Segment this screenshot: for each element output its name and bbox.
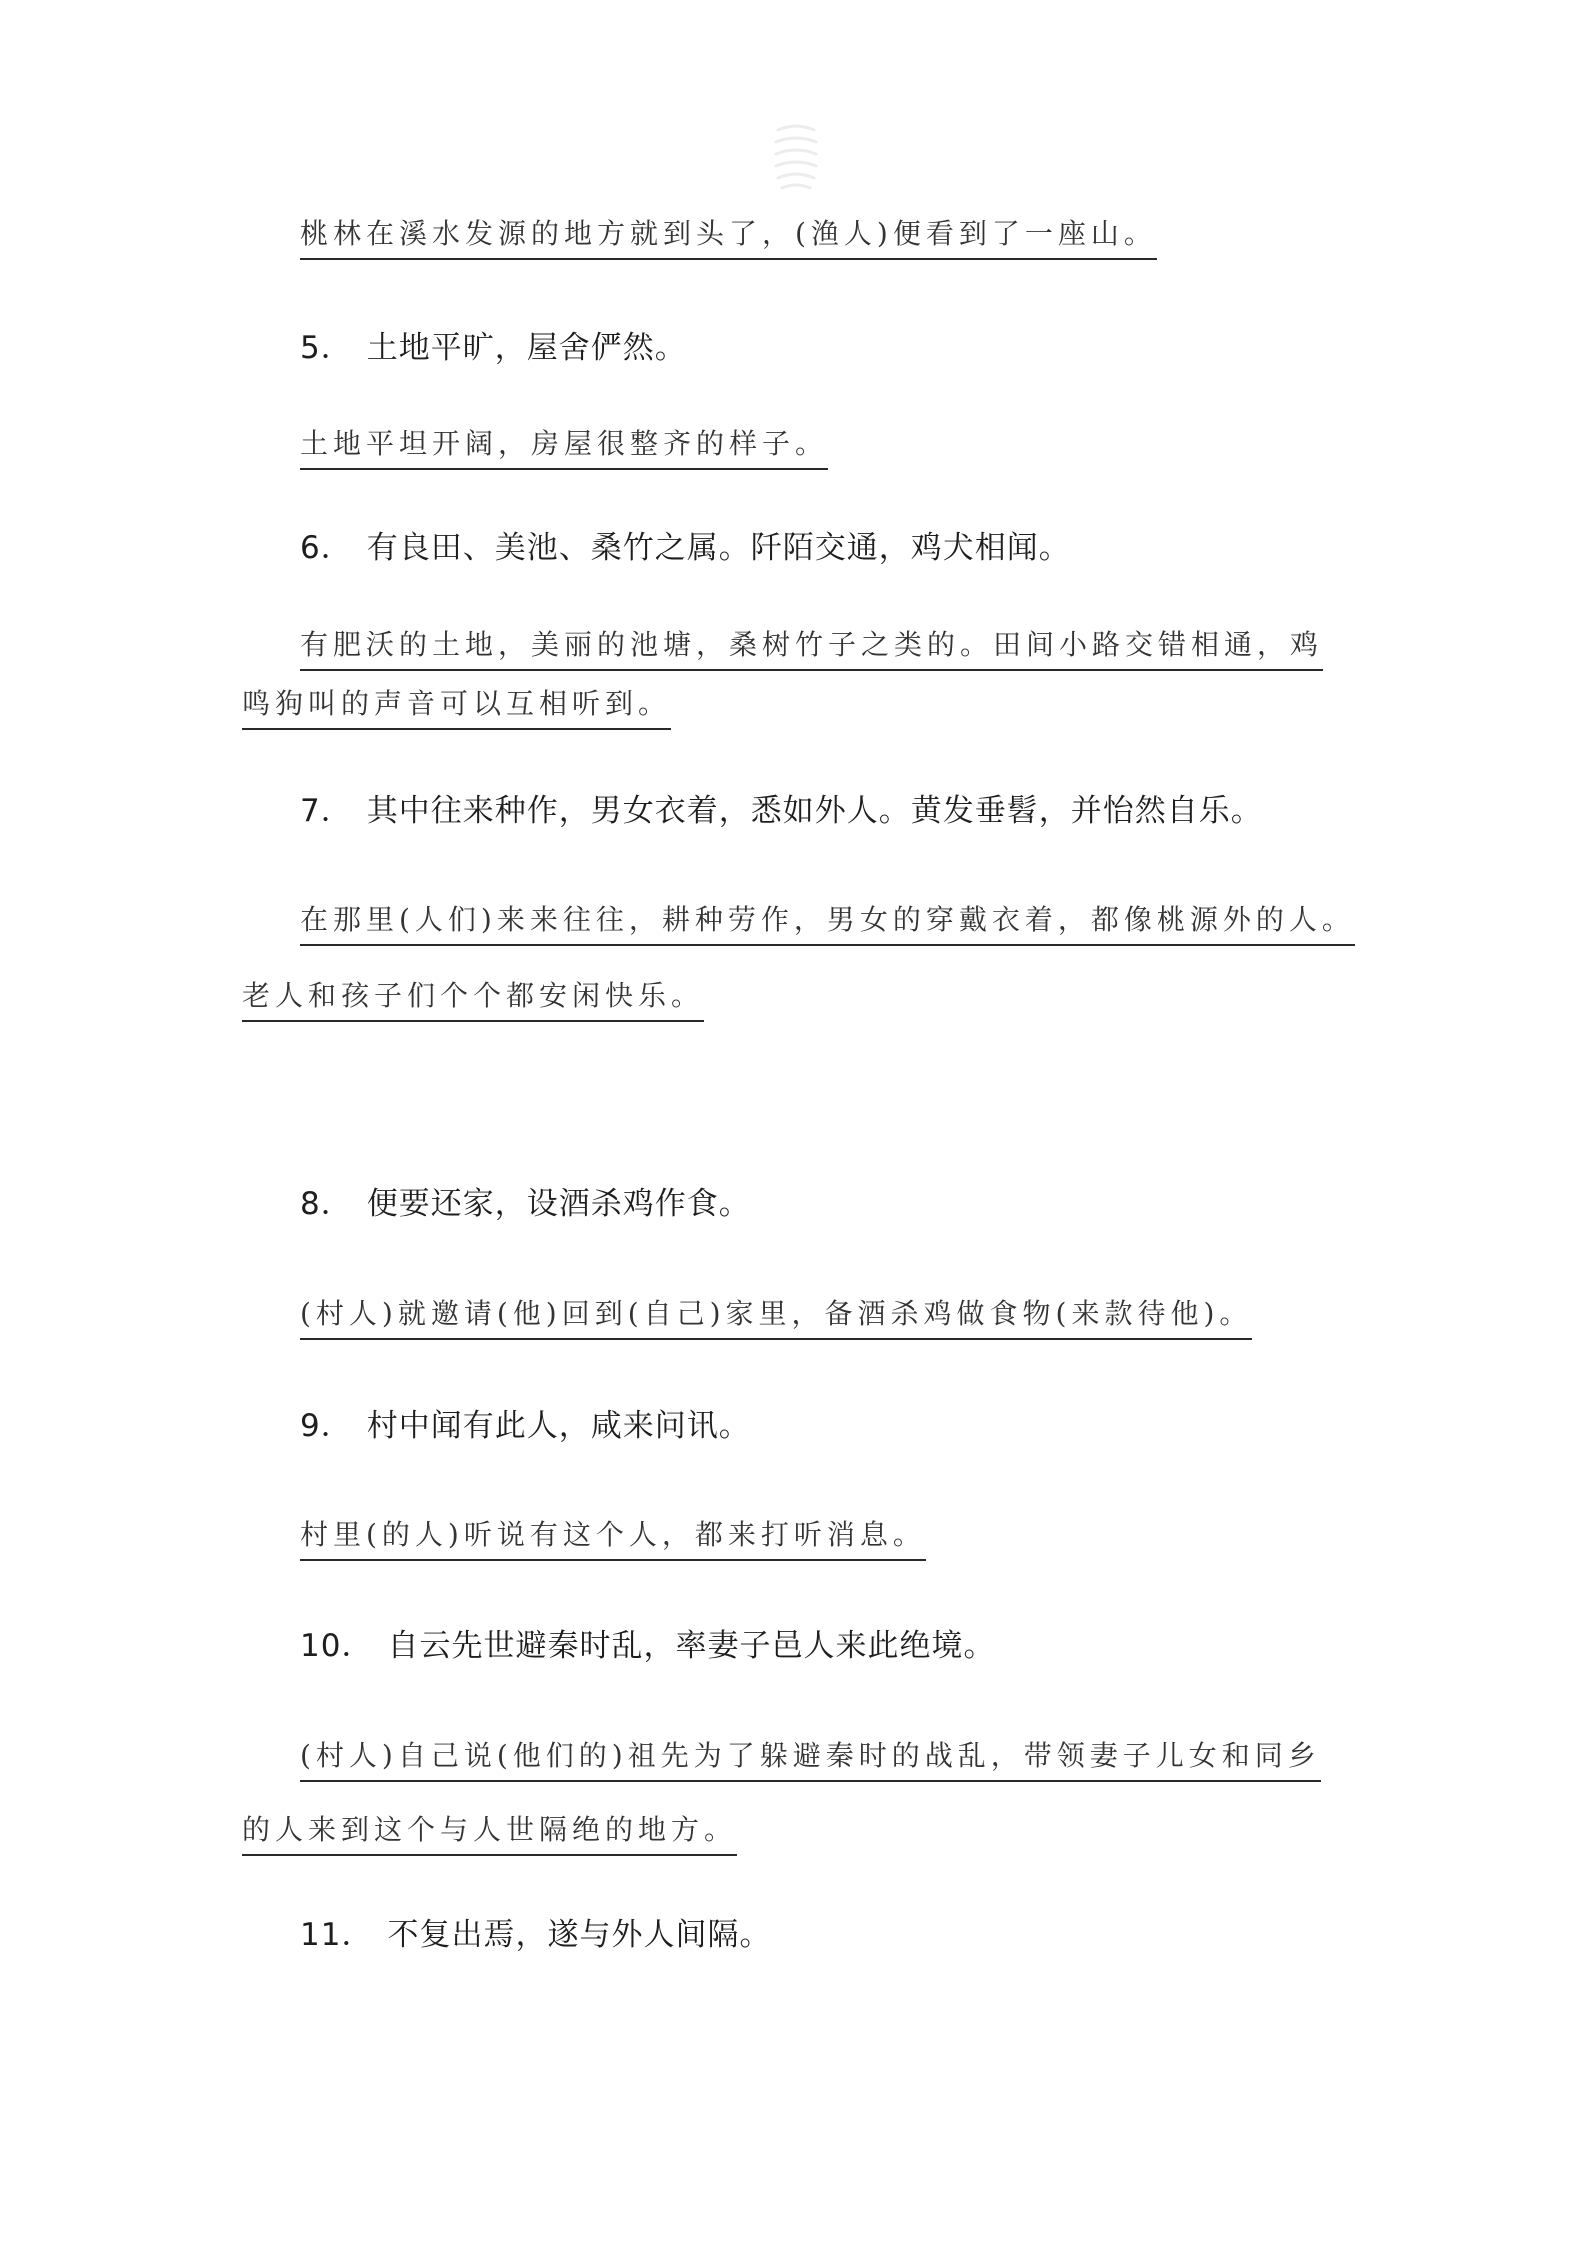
answer-line: 鸣狗叫的声音可以互相听到。 bbox=[242, 684, 671, 730]
watermark-logo bbox=[770, 118, 822, 196]
question-text: 村中闻有此人，咸来问讯。 bbox=[366, 1408, 751, 1444]
question-number: 9． bbox=[300, 1408, 353, 1444]
question-item bbox=[300, 1915, 771, 1955]
question-text: 土地平旷，屋舍俨然。 bbox=[366, 330, 687, 366]
question-number: 10． bbox=[300, 1628, 374, 1664]
answer-line: (村人)自己说(他们的)祖先为了躲避秦时的战乱，带领妻子儿女和同乡 bbox=[300, 1736, 1321, 1782]
answer-line: 土地平坦开阔，房屋很整齐的样子。 bbox=[300, 424, 828, 470]
question-item bbox=[300, 791, 1263, 831]
answer-line: 老人和孩子们个个都安闲快乐。 bbox=[242, 976, 704, 1022]
question-text: 其中往来种作，男女衣着，悉如外人。黄发垂髫，并怡然自乐。 bbox=[366, 793, 1263, 829]
question-item bbox=[300, 1626, 995, 1666]
question-text: 不复出焉，遂与外人间隔。 bbox=[387, 1917, 772, 1953]
question-item bbox=[300, 1406, 751, 1446]
answer-line: 的人来到这个与人世隔绝的地方。 bbox=[242, 1810, 737, 1856]
question-item bbox=[300, 328, 687, 368]
answer-line: 桃林在溪水发源的地方就到头了，(渔人)便看到了一座山。 bbox=[300, 214, 1157, 260]
question-number: 11． bbox=[300, 1917, 374, 1953]
answer-line: 有肥沃的土地，美丽的池塘，桑树竹子之类的。田间小路交错相通，鸡 bbox=[300, 625, 1323, 671]
question-number: 8． bbox=[300, 1186, 353, 1222]
question-number: 6． bbox=[300, 530, 353, 566]
question-item bbox=[300, 1184, 751, 1224]
question-text: 有良田、美池、桑竹之属。阡陌交通，鸡犬相闻。 bbox=[366, 530, 1071, 566]
answer-line: (村人)就邀请(他)回到(自己)家里，备酒杀鸡做食物(来款待他)。 bbox=[300, 1294, 1252, 1340]
answer-line: 在那里(人们)来来往往，耕种劳作，男女的穿戴衣着，都像桃源外的人。 bbox=[300, 900, 1355, 946]
question-text: 便要还家，设酒杀鸡作食。 bbox=[366, 1186, 751, 1222]
question-number: 7． bbox=[300, 793, 353, 829]
question-item bbox=[300, 528, 1071, 568]
question-number: 5． bbox=[300, 330, 353, 366]
answer-line: 村里(的人)听说有这个人，都来打听消息。 bbox=[300, 1515, 926, 1561]
question-text: 自云先世避秦时乱，率妻子邑人来此绝境。 bbox=[387, 1628, 996, 1664]
